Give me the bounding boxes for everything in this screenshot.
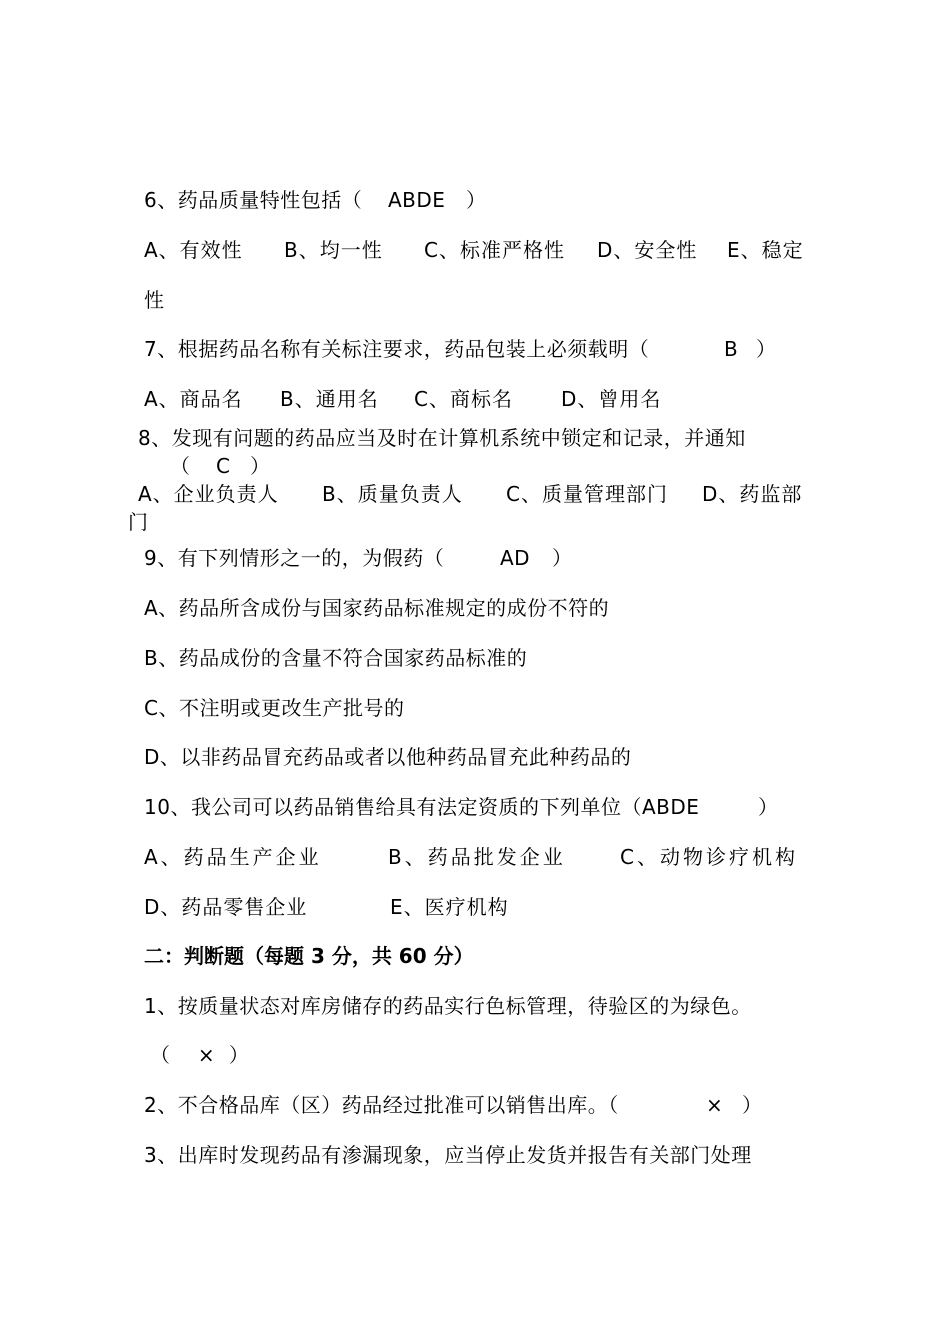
j2-close: ） <box>742 1093 763 1117</box>
q7-option-a: A、商品名 <box>144 387 243 411</box>
j1-stem: 1、按质量状态对库房储存的药品实行色标管理，待验区的为绿色。 <box>144 994 752 1018</box>
q6-option-c: C、标准严格性 <box>424 238 565 262</box>
q8-answer: C <box>216 454 231 478</box>
q9-option-b: B、药品成份的含量不符合国家药品标准的 <box>144 646 528 670</box>
q6-answer: ABDE <box>388 188 446 212</box>
q9-option-d: D、以非药品冒充药品或者以他种药品冒充此种药品的 <box>144 745 632 769</box>
q6-stem: 6、药品质量特性包括（ <box>144 188 363 212</box>
q10-option-e: E、医疗机构 <box>390 895 509 919</box>
q7-option-d: D、曾用名 <box>561 387 662 411</box>
q10-option-b: B、药品批发企业 <box>388 845 566 869</box>
q7-stem: 7、根据药品名称有关标注要求，药品包装上必须载明（ <box>144 337 650 361</box>
q8-option-b: B、质量负责人 <box>322 482 463 506</box>
q9-stem: 9、有下列情形之一的，为假药（ <box>144 546 445 570</box>
q9-option-a: A、药品所含成份与国家药品标准规定的成份不符的 <box>144 596 610 620</box>
q8-open: （ <box>170 454 191 478</box>
q7-answer: B <box>724 337 739 361</box>
q9-answer: AD <box>500 546 531 570</box>
q8-close: ） <box>250 454 271 478</box>
j2-answer: × <box>706 1093 724 1117</box>
section-2-heading: 二：判断题（每题 3 分，共 60 分） <box>144 944 474 968</box>
q10-stem: 10、我公司可以药品销售给具有法定资质的下列单位（ABDE <box>144 795 700 819</box>
q8-stem: 8、发现有问题的药品应当及时在计算机系统中锁定和记录，并通知 <box>138 426 746 450</box>
q6-option-e: E、稳定 <box>727 238 804 262</box>
q10-option-c: C、动物诊疗机构 <box>620 845 798 869</box>
q6-option-d: D、安全性 <box>597 238 698 262</box>
q6-option-a: A、有效性 <box>144 238 243 262</box>
j3-stem: 3、出库时发现药品有渗漏现象，应当停止发货并报告有关部门处理 <box>144 1143 752 1167</box>
q8-option-d-wrap: 门 <box>128 510 149 534</box>
q6-option-e-wrap: 性 <box>144 288 165 312</box>
q8-option-a: A、企业负责人 <box>138 482 279 506</box>
q10-close: ） <box>758 795 779 819</box>
q9-option-c: C、不注明或更改生产批号的 <box>144 696 405 720</box>
q7-option-c: C、商标名 <box>414 387 513 411</box>
q6-close: ） <box>466 188 487 212</box>
q6-option-b: B、均一性 <box>284 238 383 262</box>
q9-close: ） <box>552 546 573 570</box>
q10-option-d: D、药品零售企业 <box>144 895 308 919</box>
q7-option-b: B、通用名 <box>280 387 379 411</box>
q8-option-d: D、药监部 <box>702 482 803 506</box>
q10-option-a: A、药品生产企业 <box>144 845 322 869</box>
j2-stem: 2、不合格品库（区）药品经过批准可以销售出库。（ <box>144 1093 619 1117</box>
q8-option-c: C、质量管理部门 <box>506 482 668 506</box>
q7-close: ） <box>756 337 777 361</box>
j1-answer: （ × ） <box>150 1043 250 1067</box>
